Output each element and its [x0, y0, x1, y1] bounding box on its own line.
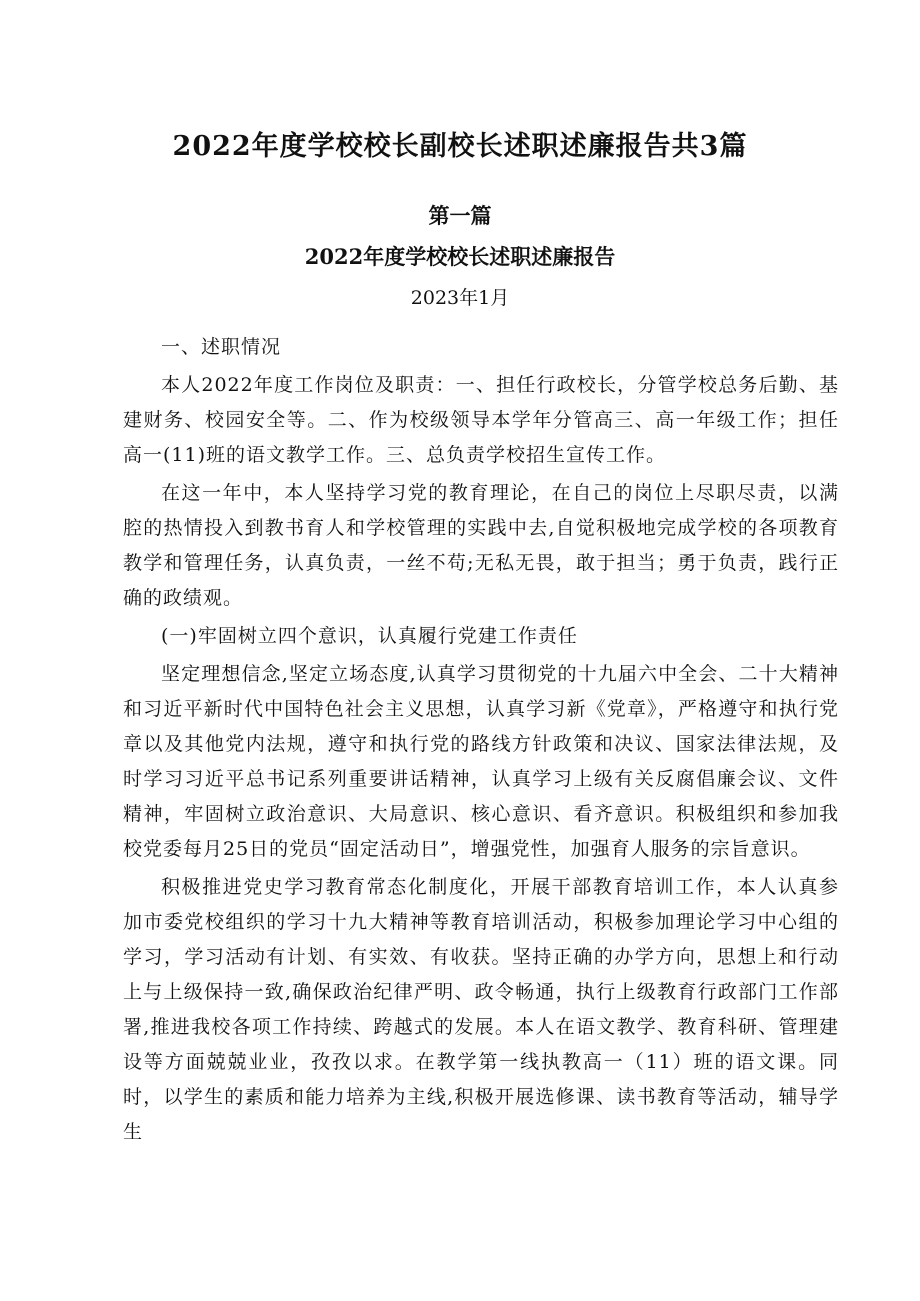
report-date: 2023年1月 [410, 287, 510, 309]
document-main-title: 2022年度学校校长副校长述职述廉报告共3篇 [172, 131, 748, 162]
subsection-heading: (一)牢固树立四个意识，认真履行党建工作责任 [161, 625, 578, 647]
paragraph: 在这一年中，本人坚持学习党的教育理论，在自己的岗位上尽职尽责，以满腔的热情投入到教书育人和学校管理的实践中去,自觉积极地完成学校的各项教育教学和管理任务，认真负责，一丝不苟;无私无畏，敢于担当；勇于负责，践行正确的政绩观。 [123, 482, 839, 609]
section-heading: 一、述职情况 [161, 336, 282, 358]
part-title: 2022年度学校校长述职述廉报告 [304, 244, 616, 269]
paragraph: 积极推进党史学习教育常态化制度化，开展干部教育培训工作，本人认真参加市委党校组织的学习十九大精神等教育培训活动，积极参加理论学习中心组的学习，学习活动有计划、有实效、有收获。坚持正确的办学方向，思想上和行动上与上级保持一致,确保政治纪律严明、政令畅通，执行上级教育行政部门工作部署,推进我校各项工作持续、跨越式的发展。本人在语文教学、教育科研、管理建设等方面兢兢业业，孜孜以求。在教学第一线执教高一（11）班的语文课。同时，以学生的素质和能力培养为主线,积极开展选修课、读书教育等活动，辅导学生 [123, 876, 839, 1143]
paragraph: 本人2022年度工作岗位及职责：一、担任行政校长，分管学校总务后勤、基建财务、校园安全等。二、作为校级领导本学年分管高三、高一年级工作；担任高一(11)班的语文教学工作。三、总负责学校招生宣传工作。 [123, 374, 839, 466]
part-label: 第一篇 [428, 203, 492, 228]
paragraph: 坚定理想信念,坚定立场态度,认真学习贯彻党的十九届六中全会、二十大精神和习近平新时代中国特色社会主义思想，认真学习新《党章》，严格遵守和执行党章以及其他党内法规，遵守和执行党的路线方针政策和决议、国家法律法规，及时学习习近平总书记系列重要讲话精神，认真学习上级有关反腐倡廉会议、文件精神，牢固树立政治意识、大局意识、核心意识、看齐意识。积极组织和参加我校党委每月25日的党员“固定活动日”，增强党性，加强育人服务的宗旨意识。 [123, 663, 839, 860]
document-body [123, 330, 839, 1150]
